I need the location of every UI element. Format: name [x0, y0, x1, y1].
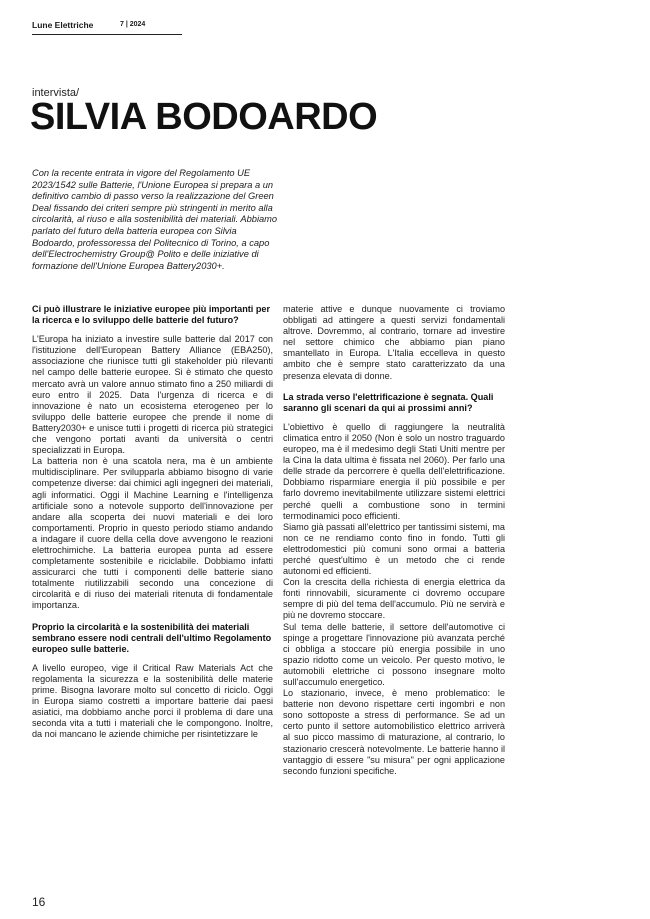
answer-3-paragraph-4: Sul tema delle batterie, il settore dell'automotive ci spinge a progettare l'innovazione più avanzata perché ci obbliga a stoccare più energia possibile in uno spazio ridotto come un veicolo. Per questo motivo, le automobili elettriche ci possono insegnare molto sull'accumulo energetico. [283, 621, 505, 687]
answer-2-paragraph-2: materie attive e dunque nuovamente ci troviamo obbligati ad attingere a questi servizi fondamentali altrove. Dovremmo, al contrario, tornare ad investire nel settore chimico che abbiamo pian piano smantellato in Europa. L'Italia eccelleva in questo ambito che è sempre stato caratterizzato da una presenza elevata di donne. [283, 304, 505, 381]
answer-1-paragraph-1: L'Europa ha iniziato a investire sulle batterie dal 2017 con l'istituzione dell'European Battery Alliance (EBA250), associazione che riunisce tutti gli stakeholder più rilevanti nel campo delle batterie europee. Si è stimato che questo mercato avrà un valore annuo stimato fino a 250 miliardi di euro entro il 2025. Data l'urgenza di ricerca e di innovazione è nato un ecosistema eterogeneo per lo sviluppo delle batterie europee che prende il nome di Battery2030+ e unisce tutti i progetti di ricerca più strategici che vengono portati avanti da università o centri specializzati in Europa. [32, 334, 273, 456]
answer-3-paragraph-5: Lo stazionario, invece, è meno problematico: le batterie non devono rispettare certi ingombri e non sono sottoposte a stress di performance. Se ad un certo punto il settore automobilistico elettrico arriverà al suo picco massimo di maturazione, al contrario, lo stazionario crescerà notevolmente. Le batterie hanno il vantaggio di essere "su misura" per ogni applicazione secondo funzioni specifiche. [283, 688, 505, 776]
article-intro: Con la recente entrata in vigore del Regolamento UE 2023/1542 sulle Batterie, l'Unione Europea si prepara a un definitivo cambio di passo verso la realizzazione del Green Deal fissando dei criteri sempre più stringenti in merito alla circolarità, al riuso e alla sostenibilità dei materiali. Abbiamo parlato del futuro della batteria europea con Silvia Bodoardo, professoressa del Politecnico di Torino, a capo dell'Electrochemistry Group@ Polito e delle iniziative di formazione dell'Unione Europea Battery2030+. [32, 168, 278, 271]
issue-number: 7 | 2024 [120, 21, 146, 28]
magazine-name: Lune Elettriche [32, 20, 94, 30]
question-2: Proprio la circolarità e la sostenibilità dei materiali sembrano essere nodi centrali dell'ultimo Regolamento europeo sulle batterie. [32, 621, 272, 654]
header-rule [32, 34, 182, 35]
question-1: Ci può illustrare le iniziative europee più importanti per la ricerca e lo sviluppo delle batterie del futuro? [32, 304, 270, 326]
text-column-right [283, 304, 505, 777]
answer-3-paragraph-3: Con la crescita della richiesta di energia elettrica da fonti rinnovabili, sicuramente ci dovremo occupare sempre di più del tema dell'accumulo. Più ne servirà e più ne dovremo stoccare. [283, 577, 505, 621]
article-title: SILVIA BODOARDO [30, 96, 378, 138]
running-header [32, 16, 618, 38]
section-kicker: intervista/ [32, 87, 80, 99]
answer-3-paragraph-1: L'obiettivo è quello di raggiungere la neutralità climatica entro il 2050 (Non è solo un nostro traguardo europeo, ma è il medesimo degli Stati Uniti mentre per la Cina la data ultima è fissata nel 2060). Per farlo una delle strade da percorrere è quella dell'elettrificazione. Dobbiamo risparmiare energia il più possibile e per farlo dovremo inevitabilmente utilizzare sistemi elettrici perché quelli a combustione sono in termini termodinamici poco efficienti. [283, 421, 505, 521]
answer-1-paragraph-2: La batteria non è una scatola nera, ma è un ambiente multidisciplinare. Per svilupparla abbiamo bisogno di varie competenze diverse: dai chimici agli ingegneri dei materiali, agli informatici. Oggi il Machine Learning e l'intelligenza artificiale sono a notevole supporto dell'innovazione per andare alla scoperta dei nuovi materiali e dei loro comportamenti. Proprio in questo periodo stiamo andando a indagare il cuore della cella dove avvengono le reazioni elettrochimiche. La batteria europea punta ad essere completamente sostenibile e riciclabile. Dobbiamo infatti assicurarci che tutti i componenti delle batterie siano totalmente riutilizzabili secondo una concezione di circolarità e di riuso dei materiali ritenuta di fondamentale importanza. [32, 456, 273, 611]
page-number: 16 [32, 895, 46, 909]
answer-3-paragraph-2: Siamo già passati all'elettrico per tantissimi sistemi, ma non ce ne rendiamo conto fino in fondo. Tutti gli elettrodomestici più comuni sono ormai a batteria perché quest'ultimo è un metodo che ci rende autonomi ed efficienti. [283, 521, 505, 577]
text-column-left [32, 304, 273, 740]
question-3: La strada verso l'elettrificazione è segnata. Quali saranno gli scenari da qui ai prossimi anni? [283, 391, 494, 413]
answer-2-paragraph-1: A livello europeo, vige il Critical Raw Materials Act che regolamenta la sicurezza e la sostenibilità delle materie prime. Bisogna lavorare molto sul concetto di riciclo. Oggi in Europa siamo costretti a importare batterie dai paesi asiatici, ma dobbiamo anche porci il problema di dare una seconda vita a tutti i materiali che le compongono. Inoltre, da noi mancano le aziende chimiche per risintetizzare le [32, 662, 273, 740]
